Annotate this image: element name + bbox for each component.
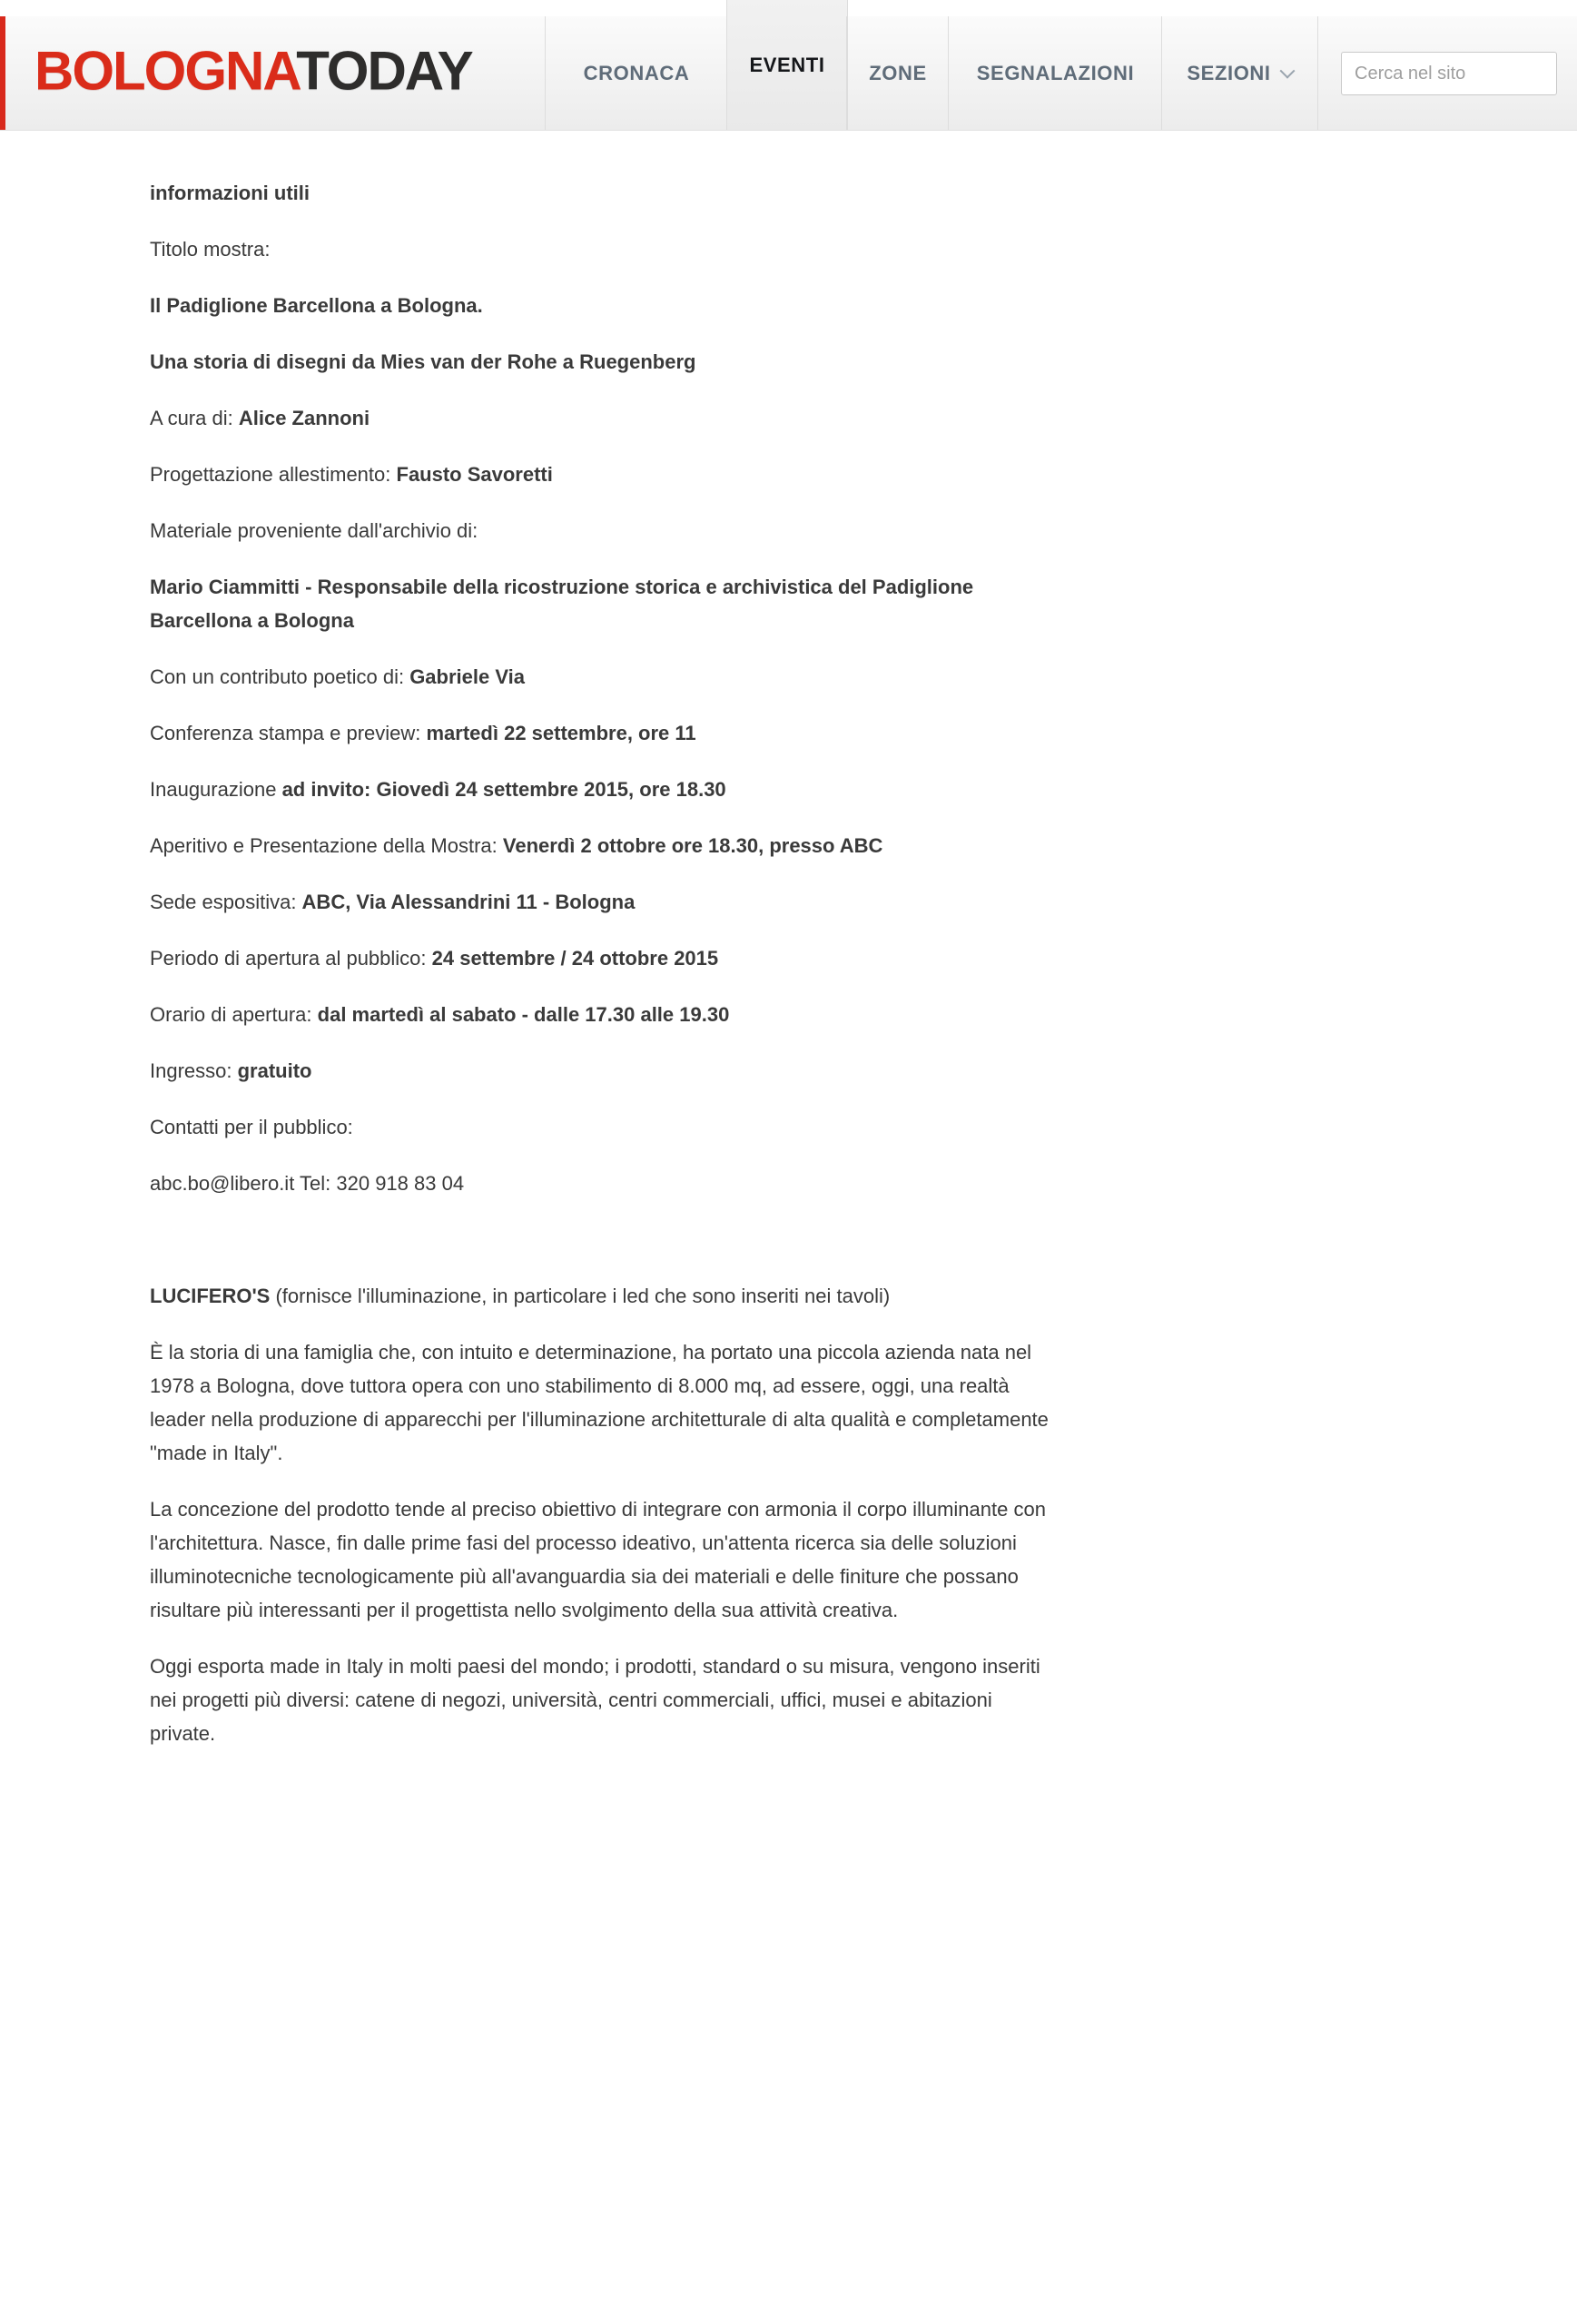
line-bold-text: Gabriele Via — [409, 665, 525, 688]
site-logo[interactable] — [34, 39, 472, 102]
line-bold-text: gratuito — [237, 1059, 312, 1082]
article-line — [150, 660, 1058, 694]
nav-item-label: CRONACA — [583, 61, 690, 84]
article-line — [150, 716, 1058, 750]
line-text: Sede espositiva: — [150, 891, 302, 913]
line-text: Titolo mostra: — [150, 238, 271, 261]
search-input[interactable] — [1341, 52, 1557, 95]
line-text: Orario di apertura: — [150, 1003, 318, 1026]
nav-item-label: SEGNALAZIONI — [976, 61, 1135, 84]
article-line — [150, 401, 1058, 435]
article-line — [150, 458, 1058, 491]
article-body — [0, 131, 1577, 1750]
article-line — [150, 345, 1058, 379]
line-bold-text: Mario Ciammitti - Responsabile della ricostruzione storica e archivistica del Padiglione Barcellona a Bologna — [150, 576, 974, 632]
article-line — [150, 773, 1058, 806]
article-line — [150, 1110, 1058, 1144]
article-paragraph — [150, 1335, 1058, 1470]
line-text: Progettazione allestimento: — [150, 463, 397, 486]
article-line — [150, 1279, 1058, 1313]
paragraph-text: È la storia di una famiglia che, con intuito e determinazione, ha portato una piccola azienda nata nel 1978 a Bologna, dove tuttora opera con uno stabilimento di 8.000 mq, ad essere, oggi, una realtà leader nella produzione di apparecchi per l'illuminazione architetturale di alta qualità e completamente "made in Italy". — [150, 1341, 1049, 1464]
logo-part-bologna: BOLOGNA — [34, 40, 297, 102]
article-paragraph — [150, 1649, 1058, 1750]
nav-item-segnalazioni[interactable] — [948, 16, 1162, 130]
search-box — [1341, 52, 1557, 95]
article-line — [150, 1054, 1058, 1088]
article-line — [150, 829, 1058, 862]
site-header — [0, 16, 1577, 131]
line-text: abc.bo@libero.it Tel: 320 918 83 04 — [150, 1172, 465, 1195]
line-bold-text: informazioni utili — [150, 182, 310, 204]
paragraph-text: La concezione del prodotto tende al preciso obiettivo di integrare con armonia il corpo illuminante con l'architettura. Nasce, fin dalle prime fasi del processo ideativo, un'attenta ricerca sia delle soluzioni illuminotecniche tecnologicamente più all'avanguardia sia dei materiali e delle finiture che possano risultare più interessanti per il progettista nello svolgimento della sua attività creativa. — [150, 1498, 1046, 1621]
nav-item-label: SEZIONI — [1187, 61, 1271, 84]
article-line — [150, 998, 1058, 1031]
line-text: Materiale proveniente dall'archivio di: — [150, 519, 478, 542]
line-text: Periodo di apertura al pubblico: — [150, 947, 432, 970]
line-bold-text: martedì 22 settembre, ore 11 — [426, 722, 696, 744]
line-bold-text: Fausto Savoretti — [396, 463, 553, 486]
nav-item-label: ZONE — [869, 61, 927, 84]
line-text: Contatti per il pubblico: — [150, 1116, 353, 1138]
nav-item-sezioni[interactable] — [1161, 16, 1318, 130]
article-line — [150, 176, 1058, 210]
nav-item-zone[interactable] — [846, 16, 949, 130]
line-bold-text: ad invito: Giovedì 24 settembre 2015, ore 18.30 — [281, 778, 726, 801]
nav-item-eventi[interactable] — [726, 0, 848, 130]
article-line-contact — [150, 1167, 1058, 1200]
line-bold-text: dal martedì al sabato - dalle 17.30 alle 19.30 — [317, 1003, 730, 1026]
paragraph-text: Oggi esporta made in Italy in molti paesi del mondo; i prodotti, standard o su misura, vengono inseriti nei progetti più diversi: catene di negozi, università, centri commerciali, uffici, musei e abitazioni private. — [150, 1655, 1040, 1745]
chevron-down-icon — [1279, 63, 1295, 78]
line-text: Aperitivo e Presentazione della Mostra: — [150, 834, 503, 857]
article-line — [150, 289, 1058, 322]
article-line — [150, 232, 1058, 266]
article-line — [150, 885, 1058, 919]
line-bold-text: ABC, Via Alessandrini 11 - Bologna — [301, 891, 636, 913]
line-bold-text: LUCIFERO'S — [150, 1285, 271, 1307]
article-paragraph — [150, 1492, 1058, 1627]
line-text: Inaugurazione — [150, 778, 282, 801]
line-text: A cura di: — [150, 407, 239, 429]
line-text: Con un contributo poetico di: — [150, 665, 410, 688]
line-bold-text: Venerdì 2 ottobre ore 18.30, presso ABC — [502, 834, 883, 857]
article-line — [150, 570, 1058, 637]
line-bold-text: Il Padiglione Barcellona a Bologna. — [150, 294, 483, 317]
line-text: Ingresso: — [150, 1059, 238, 1082]
article-line — [150, 941, 1058, 975]
line-bold-text: Alice Zannoni — [238, 407, 370, 429]
article-line — [150, 514, 1058, 547]
line-bold-text: Una storia di disegni da Mies van der Rohe a Ruegenberg — [150, 350, 696, 373]
line-text-after: (fornisce l'illuminazione, in particolare i led che sono inseriti nei tavoli) — [270, 1285, 891, 1307]
nav-item-label: EVENTI — [749, 53, 825, 76]
line-bold-text: 24 settembre / 24 ottobre 2015 — [431, 947, 719, 970]
logo-part-today: TODAY — [296, 40, 472, 102]
line-text: Conferenza stampa e preview: — [150, 722, 427, 744]
nav-item-cronaca[interactable] — [545, 16, 727, 130]
header-accent-strip — [0, 16, 5, 130]
